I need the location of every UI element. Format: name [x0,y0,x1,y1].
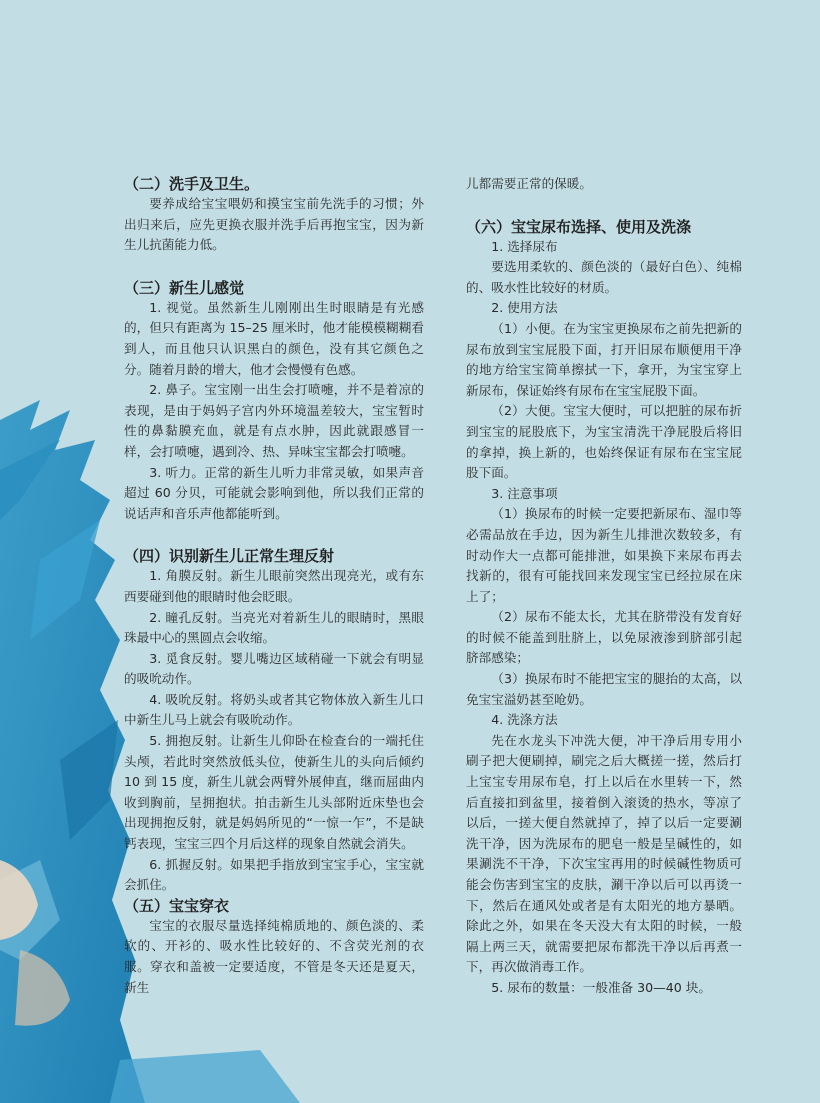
paragraph: 1. 视觉。虽然新生儿刚刚出生时眼睛是有光感的，但只有距离为 15–25 厘米时，他才能模模糊糊看到人，而且他只认识黑白的颜色，没有其它颜色之分。随着月龄的增大，他才会慢慢有色感。 [124,299,424,377]
paragraph: （2）尿布不能太长，尤其在脐带没有发育好的时候不能盖到肚脐上，以免尿液渗到脐部引起脐部感染； [466,609,742,666]
paragraph: 先在水龙头下冲洗大便，冲干净后用专用小刷子把大便刷掉，刷完之后大概搓一搓，然后打上宝宝专用尿布皂，打上以后在水里转一下，然后直接扣到盆里，接着倒入滚烫的热水，等凉了以后，一搓大便自然就掉了，掉了以后一定要涮洗干净，因为洗尿布的肥皂一般是呈碱性的，如果涮洗不干净，下次宝宝再用的时候碱性物质可能会伤害到宝宝的皮肤，涮干净以后可以再烫一下，然后在通风处或者是有太阳光的地方暴晒。除此之外，如果在冬天没大有太阳的时候，一般隔上两三天，就需要把尿布都洗干净以后再煮一下，再次做消毒工作。 [466,732,742,975]
paragraph: 5. 拥抱反射。让新生儿仰卧在检查台的一端托住头颅，若此时突然放低头位，使新生儿的头向后倾约 10 到 15 度，新生儿就会两臂外展伸直，继而屈曲内收到胸前，呈拥抱状。拍击新生儿头部附近床垫也会出现拥抱反射，就是妈妈所见的“一惊一乍”，不是缺钙表现，宝宝三四个月后这样的现象自然就会消失。 [124,733,424,852]
section-heading-diapers: （六）宝宝尿布选择、使用及洗涤 [466,217,692,236]
paragraph: 1. 角膜反射。新生儿眼前突然出现亮光，或有东西要碰到他的眼睛时他会眨眼。 [124,568,424,604]
paragraph: （3）换尿布时不能把宝宝的腿抬的太高，以免宝宝溢奶甚至呛奶。 [466,671,742,707]
paragraph: 5. 尿布的数量：一般准备 30—40 块。 [491,979,711,995]
paragraph: 2. 使用方法 [491,300,558,316]
paragraph: 2. 鼻子。宝宝刚一出生会打喷嚏，并不是着凉的表现，是由于妈妈子宫内外环境温差较大，宝宝暂时性的鼻黏膜充血，就是有点水肿，因此就跟感冒一样，会打喷嚏，遇到冷、热、异味宝宝都会打喷嚏。 [124,382,424,459]
paragraph: 要养成给宝宝喂奶和摸宝宝前先洗手的习惯；外出归来后，应先更换衣服并洗手后再抱宝宝，因为新生儿抗菌能力低。 [124,196,424,253]
paragraph: 要选用柔软的、颜色淡的（最好白色）、纯棉的、吸水性比较好的材质。 [466,259,742,295]
paragraph: 3. 觅食反射。婴儿嘴边区域稍碰一下就会有明显的吸吮动作。 [124,650,424,687]
paragraph: 3. 听力。正常的新生儿听力非常灵敏，如果声音超过 60 分贝，可能就会影响到他，所以我们正常的说话声和音乐声他都能听到。 [124,464,424,521]
paragraph: 6. 抓握反射。如果把手指放到宝宝手心，宝宝就会抓住。 [124,856,424,893]
paragraph: （2）大便。宝宝大便时，可以把脏的尿布折到宝宝的屁股底下，为宝宝清洗干净屁股后将旧的拿掉，换上新的，也始终保证有尿布在宝宝屁股下面。 [466,403,742,481]
left-column [124,174,424,998]
paragraph: （1）小便。在为宝宝更换尿布之前先把新的尿布放到宝宝屁股下面，打开旧尿布顺便用干净的地方给宝宝简单擦拭一下，拿开，为宝宝穿上新尿布，保证始终有尿布在宝宝屁股下面。 [466,320,742,398]
paragraph: 4. 洗涤方法 [491,712,558,728]
paragraph: 1. 选择尿布 [491,238,558,254]
right-column [466,174,742,999]
paragraph-continued: 儿都需要正常的保暖。 [466,176,592,191]
paragraph: 2. 瞳孔反射。当亮光对着新生儿的眼睛时，黑眼珠最中心的黑圆点会收缩。 [124,609,424,646]
paragraph: 宝宝的衣服尽量选择纯棉质地的、颜色淡的、柔软的、开衫的、吸水性比较好的、不含荧光剂的衣服。穿衣和盖被一定要适度，不管是冬天还是夏天，新生 [124,917,424,995]
paragraph: 3. 注意事项 [491,485,558,501]
paragraph: （1）换尿布的时候一定要把新尿布、湿巾等必需品放在手边，因为新生儿排泄次数较多，有时动作大一点都可能排泄，如果换下来尿布再去找新的，很有可能找回来发现宝宝已经拉尿在床上了； [466,506,742,604]
section-heading-senses: （三）新生儿感觉 [124,278,245,297]
section-heading-reflexes: （四）识别新生儿正常生理反射 [124,547,335,566]
section-heading-handwashing: （二）洗手及卫生。 [124,175,260,193]
section-heading-clothing: （五）宝宝穿衣 [124,896,230,915]
paragraph: 4. 吸吮反射。将奶头或者其它物体放入新生儿口中新生儿马上就会有吸吮动作。 [124,691,424,728]
